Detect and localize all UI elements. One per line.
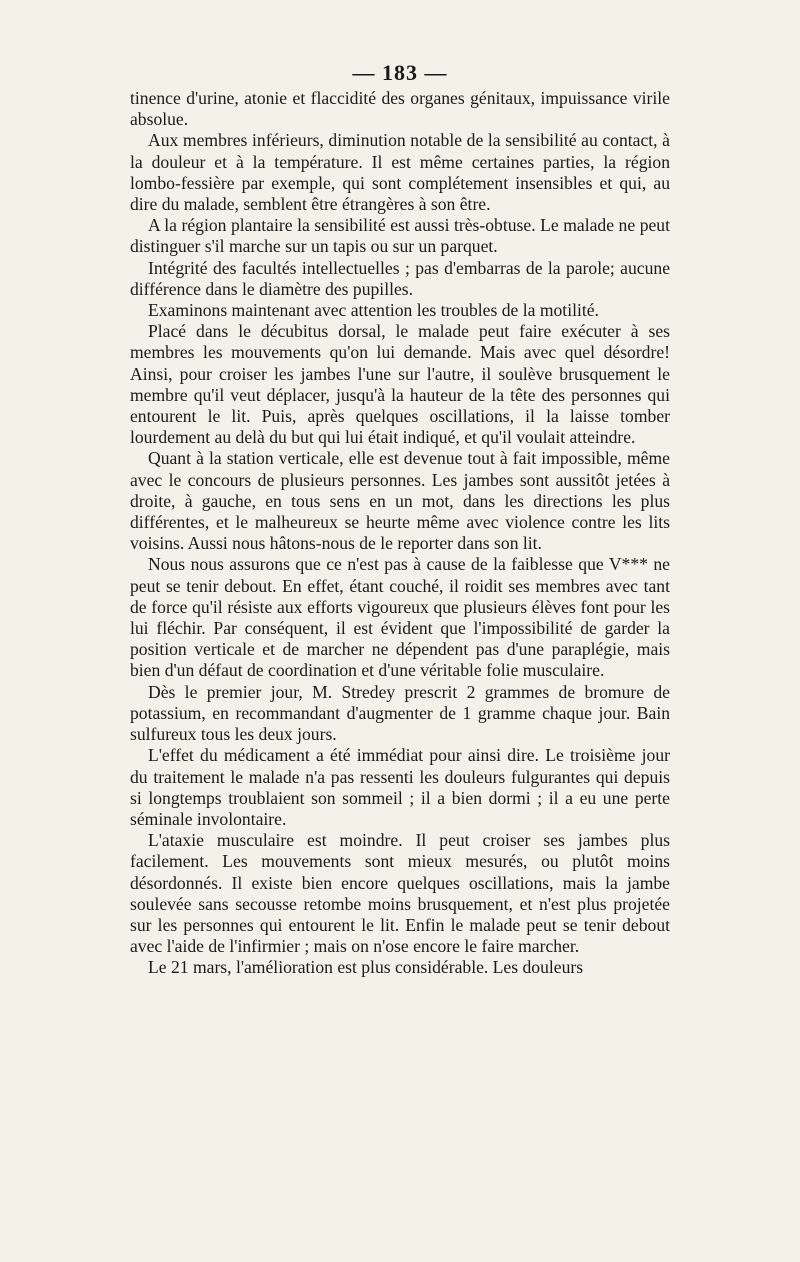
paragraph-6: Placé dans le décubitus dorsal, le malade peut faire exécuter à ses membres les mouvements qu'on lui demande. Mais avec quel désordre! Ainsi, pour croiser les jambes l'une sur l'autre, il soulève brusquement le membre qu'il veut déplacer, jusqu'à la hauteur de la tête des personnes qui entourent le lit. Puis, après quelques oscillations, il la laisse tomber lourdement au delà du but qui lui était indiqué, et qu'il voulait atteindre. <box>130 321 670 448</box>
paragraph-10: L'effet du médicament a été immédiat pour ainsi dire. Le troisième jour du traitement le malade n'a pas ressenti les douleurs fulgurantes qui depuis si longtemps troublaient son sommeil ; il a bien dormi ; il a eu une perte séminale involontaire. <box>130 745 670 829</box>
paragraph-12: Le 21 mars, l'amélioration est plus considérable. Les douleurs <box>148 957 584 978</box>
body-text <box>130 88 670 979</box>
page-number: — 183 — <box>352 60 448 85</box>
paragraph-4: Intégrité des facultés intellectuelles ; pas d'embarras de la parole; aucune différence dans le diamètre des pupilles. <box>130 257 670 299</box>
paragraph-5: Examinons maintenant avec attention les troubles de la motilité. <box>148 300 599 321</box>
paragraph-1: tinence d'urine, atonie et flaccidité des organes génitaux, impuissance virile absolue. <box>130 88 670 130</box>
paragraph-11: L'ataxie musculaire est moindre. Il peut croiser ses jambes plus facilement. Les mouvements sont mieux mesurés, ou plutôt moins désordonnés. Il existe bien encore quelques oscillations, mais la jambe soulevée sans secousse retombe moins brusquement, et n'est plus projetée sur les personnes qui entourent le lit. Enfin le malade peut se tenir debout avec l'aide de l'infirmier ; mais on n'ose encore le faire marcher. <box>130 830 670 957</box>
paragraph-2: Aux membres inférieurs, diminution notable de la sensibilité au contact, à la douleur et à la température. Il est même certaines parties, la région lombo-fessière par exemple, qui sont complétement insensibles et qui, au dire du malade, semblent être étrangères à son être. <box>130 130 670 215</box>
paragraph-9: Dès le premier jour, M. Stredey prescrit 2 grammes de bromure de potassium, en recommandant d'augmenter de 1 gramme chaque jour. Bain sulfureux tous les deux jours. <box>130 681 670 745</box>
paragraph-7: Quant à la station verticale, elle est devenue tout à fait impossible, même avec le concours de plusieurs personnes. Les jambes sont aussitôt jetées à droite, à gauche, en tous sens en un mot, dans les directions les plus différentes, et le malheureux se heurte même avec violence contre les lits voisins. Aussi nous hâtons-nous de le reporter dans son lit. <box>130 448 670 554</box>
paragraph-8: Nous nous assurons que ce n'est pas à cause de la faiblesse que V*** ne peut se tenir debout. En effet, étant couché, il roidit ses membres avec tant de force qu'il résiste aux efforts vigoureux que plusieurs élèves font pour les lui fléchir. Par conséquent, il est évident que l'impossibilité de garder la position verticale et de marcher ne dépendent pas d'une paraplégie, mais bien d'un défaut de coordination et d'une véritable folie musculaire. <box>130 554 670 681</box>
paragraph-3: A la région plantaire la sensibilité est aussi très-obtuse. Le malade ne peut distinguer s'il marche sur un tapis ou sur un parquet. <box>130 215 670 257</box>
